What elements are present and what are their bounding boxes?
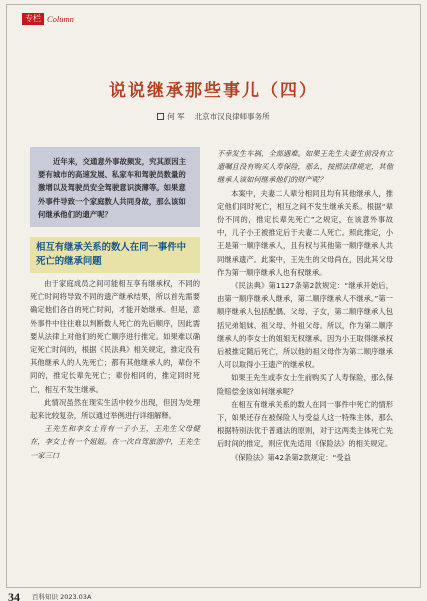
paragraph: 由于家庭成员之间可能相互享有继承权，不同的死亡时间将导致不同的遗产继承结果，所以首先需要确定他们各自的死亡时间，才能开始继承。但是，意外事件中往往难以判断数人死亡的先后顺序，因此需要从法律上对他们的死亡顺序进行推定。如果难以确定死亡时间的，根据《民法典》相关规定，推定没有其他继承人的人先死亡；都有其他继承人的，辈份不同的，推定长辈先死亡；辈份相同的，推定同时死亡，相互不发生继承。 xyxy=(30,279,200,394)
paragraph: 此情况虽然在现实生活中较少出现，但因为处理起来比较复杂，所以通过举例进行详细解释。 xyxy=(30,397,200,421)
article-title: 说说继承那些事儿（四） xyxy=(109,81,318,101)
right-column xyxy=(217,147,393,464)
example-paragraph: 王先生和李女士育有一子小王，王先生父母健在，李女士有一个姐姐。在一次自驾旅游中，王先生一家三口 xyxy=(30,424,200,460)
publication-info: 百科知识 2023.03A xyxy=(32,593,92,601)
page-number: 34 xyxy=(8,590,20,601)
paragraph: 本案中，夫妻二人辈分相同且均有其他继承人，推定他们同时死亡，相互之间不发生继承关系。根据“辈份不同的，推定长辈先死亡”之规定，在该意外事故中，儿子小王被推定后于夫妻二人死亡。照此推定，小王是第一顺序继承人，且有权与其他第一顺序继承人共同继承遗产。此案中，王先生的父母尚在，因此其父母作为第一顺序继承人也有权继承。 xyxy=(217,188,393,277)
left-column xyxy=(30,147,200,462)
abstract-text: 近年来，交通意外事故频发，究其原因主要有城市的高速发展、私家车和驾驶员数量的激增以及驾驶员安全驾驶意识淡薄等。如果意外事件导致一个家庭数人共同身故，那么该如何继承他们的遗产呢？ xyxy=(38,157,187,219)
author-box-icon xyxy=(157,113,164,120)
paragraph: 如果王先生或李女士生前购买了人寿保险，那么保险赔偿金该如何继承呢？ xyxy=(217,373,393,396)
paragraph: 《民法典》第1127条第2款规定：“继承开始后，由第一顺序继承人继承，第二顺序继承人不继承。”第一顺序继承人包括配偶、父母、子女，第二顺序继承人包括兄弟姐妹、祖父母、外祖父母。所以，作为第二顺序继承人的李女士的姐姐无权继承。因为小王取得继承权后被推定随后死亡，所以他的祖父母作为第二顺序继承人可以取得小王遗产的继承权。 xyxy=(217,281,393,370)
column-tag-label: 专栏 xyxy=(22,13,44,25)
example-paragraph-continued: 不幸发生车祸，全部遇难。如果王先生夫妻生前没有立遗嘱且没有购买人寿保险，那么，按照法律规定，其他继承人该如何继承他们的财产呢？ xyxy=(217,149,393,185)
section-heading: 相互有继承关系的数人在同一事件中死亡的继承问题 xyxy=(30,237,200,273)
author-affiliation: 北京市汉良律师事务所 xyxy=(194,112,270,121)
column-tag xyxy=(22,13,74,25)
paragraph: 《保险法》第42条第2款规定：“受益 xyxy=(231,452,351,462)
column-label: Column xyxy=(47,14,74,24)
paragraph: 在相互有继承关系的数人在同一事件中死亡的情形下，如果还存在被保险人与受益人这一特殊主体，那么根据特别法优于普通法的原则，对于这两类主体死亡先后时间的推定，则应优先适用《保险法》的相关规定。 xyxy=(217,399,393,449)
author-name: 何 军 xyxy=(167,112,185,121)
byline xyxy=(0,111,427,122)
abstract-box xyxy=(30,147,200,227)
